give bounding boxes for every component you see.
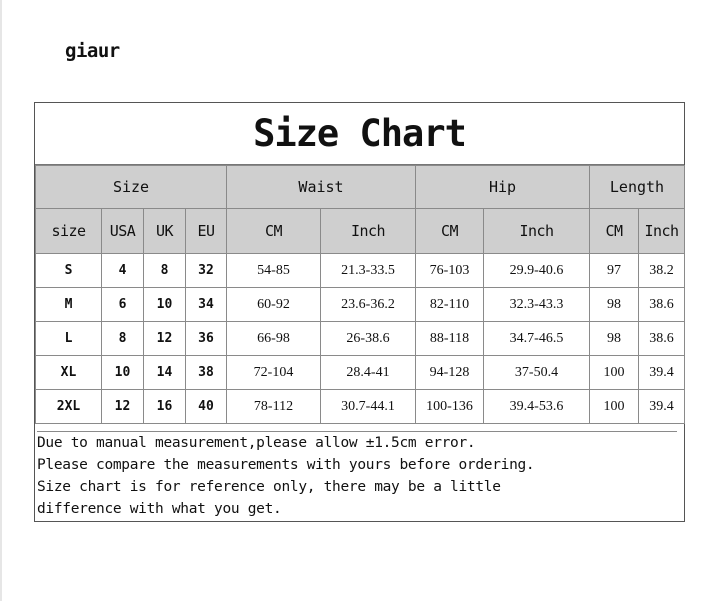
cell-waist-cm: 60-92 <box>227 288 321 322</box>
col-header-waist-inch: Inch <box>321 209 416 254</box>
col-header-length-cm: CM <box>590 209 639 254</box>
sub-header-row <box>36 209 685 254</box>
cell-waist-cm: 78-112 <box>227 390 321 424</box>
table-row <box>36 322 685 356</box>
cell-waist-cm: 54-85 <box>227 254 321 288</box>
cell-uk: 12 <box>144 322 186 356</box>
cell-hip-inch: 34.7-46.5 <box>484 322 590 356</box>
col-header-eu: EU <box>186 209 227 254</box>
cell-length-cm: 98 <box>590 322 639 356</box>
group-header-length: Length <box>590 166 685 209</box>
cell-usa: 4 <box>102 254 144 288</box>
size-table <box>35 165 685 424</box>
cell-length-cm: 98 <box>590 288 639 322</box>
group-header-size: Size <box>36 166 227 209</box>
cell-hip-cm: 100-136 <box>416 390 484 424</box>
cell-length-inch: 39.4 <box>639 390 685 424</box>
cell-waist-cm: 66-98 <box>227 322 321 356</box>
cell-usa: 12 <box>102 390 144 424</box>
cell-usa: 6 <box>102 288 144 322</box>
col-header-length-inch: Inch <box>639 209 685 254</box>
cell-length-cm: 100 <box>590 390 639 424</box>
cell-eu: 40 <box>186 390 227 424</box>
cell-length-inch: 38.2 <box>639 254 685 288</box>
cell-uk: 16 <box>144 390 186 424</box>
cell-uk: 10 <box>144 288 186 322</box>
note-line: Due to manual measurement,please allow ±1.5cm error. <box>37 435 476 451</box>
group-header-hip: Hip <box>416 166 590 209</box>
cell-waist-inch: 21.3-33.5 <box>321 254 416 288</box>
cell-usa: 8 <box>102 322 144 356</box>
cell-uk: 8 <box>144 254 186 288</box>
cell-length-cm: 97 <box>590 254 639 288</box>
cell-hip-inch: 39.4-53.6 <box>484 390 590 424</box>
group-header-waist: Waist <box>227 166 416 209</box>
cell-eu: 32 <box>186 254 227 288</box>
table-row <box>36 254 685 288</box>
cell-length-inch: 39.4 <box>639 356 685 390</box>
cell-hip-inch: 37-50.4 <box>484 356 590 390</box>
cell-hip-cm: 76-103 <box>416 254 484 288</box>
col-header-uk: UK <box>144 209 186 254</box>
table-row <box>36 390 685 424</box>
chart-title: Size Chart <box>35 103 684 165</box>
col-header-usa: USA <box>102 209 144 254</box>
cell-waist-inch: 23.6-36.2 <box>321 288 416 322</box>
cell-size: S <box>36 254 102 288</box>
left-edge-divider <box>0 0 2 601</box>
cell-size: M <box>36 288 102 322</box>
cell-hip-inch: 32.3-43.3 <box>484 288 590 322</box>
col-header-waist-cm: CM <box>227 209 321 254</box>
cell-waist-inch: 26-38.6 <box>321 322 416 356</box>
table-row <box>36 356 685 390</box>
notes <box>37 431 677 520</box>
group-header-row <box>36 166 685 209</box>
cell-eu: 38 <box>186 356 227 390</box>
col-header-hip-cm: CM <box>416 209 484 254</box>
note-line: Please compare the measurements with yours before ordering. <box>37 457 535 473</box>
note-line: difference with what you get. <box>37 501 282 517</box>
table-row <box>36 288 685 322</box>
cell-uk: 14 <box>144 356 186 390</box>
cell-hip-cm: 88-118 <box>416 322 484 356</box>
cell-length-cm: 100 <box>590 356 639 390</box>
cell-size: 2XL <box>36 390 102 424</box>
cell-length-inch: 38.6 <box>639 322 685 356</box>
col-header-size: size <box>36 209 102 254</box>
cell-size: L <box>36 322 102 356</box>
cell-waist-cm: 72-104 <box>227 356 321 390</box>
brand-logo: giaur <box>65 40 120 62</box>
cell-waist-inch: 30.7-44.1 <box>321 390 416 424</box>
cell-usa: 10 <box>102 356 144 390</box>
cell-hip-inch: 29.9-40.6 <box>484 254 590 288</box>
col-header-hip-inch: Inch <box>484 209 590 254</box>
note-line: Size chart is for reference only, there may be a little <box>37 479 501 495</box>
cell-eu: 34 <box>186 288 227 322</box>
cell-size: XL <box>36 356 102 390</box>
cell-hip-cm: 82-110 <box>416 288 484 322</box>
cell-length-inch: 38.6 <box>639 288 685 322</box>
cell-hip-cm: 94-128 <box>416 356 484 390</box>
cell-waist-inch: 28.4-41 <box>321 356 416 390</box>
cell-eu: 36 <box>186 322 227 356</box>
size-chart <box>34 102 685 522</box>
